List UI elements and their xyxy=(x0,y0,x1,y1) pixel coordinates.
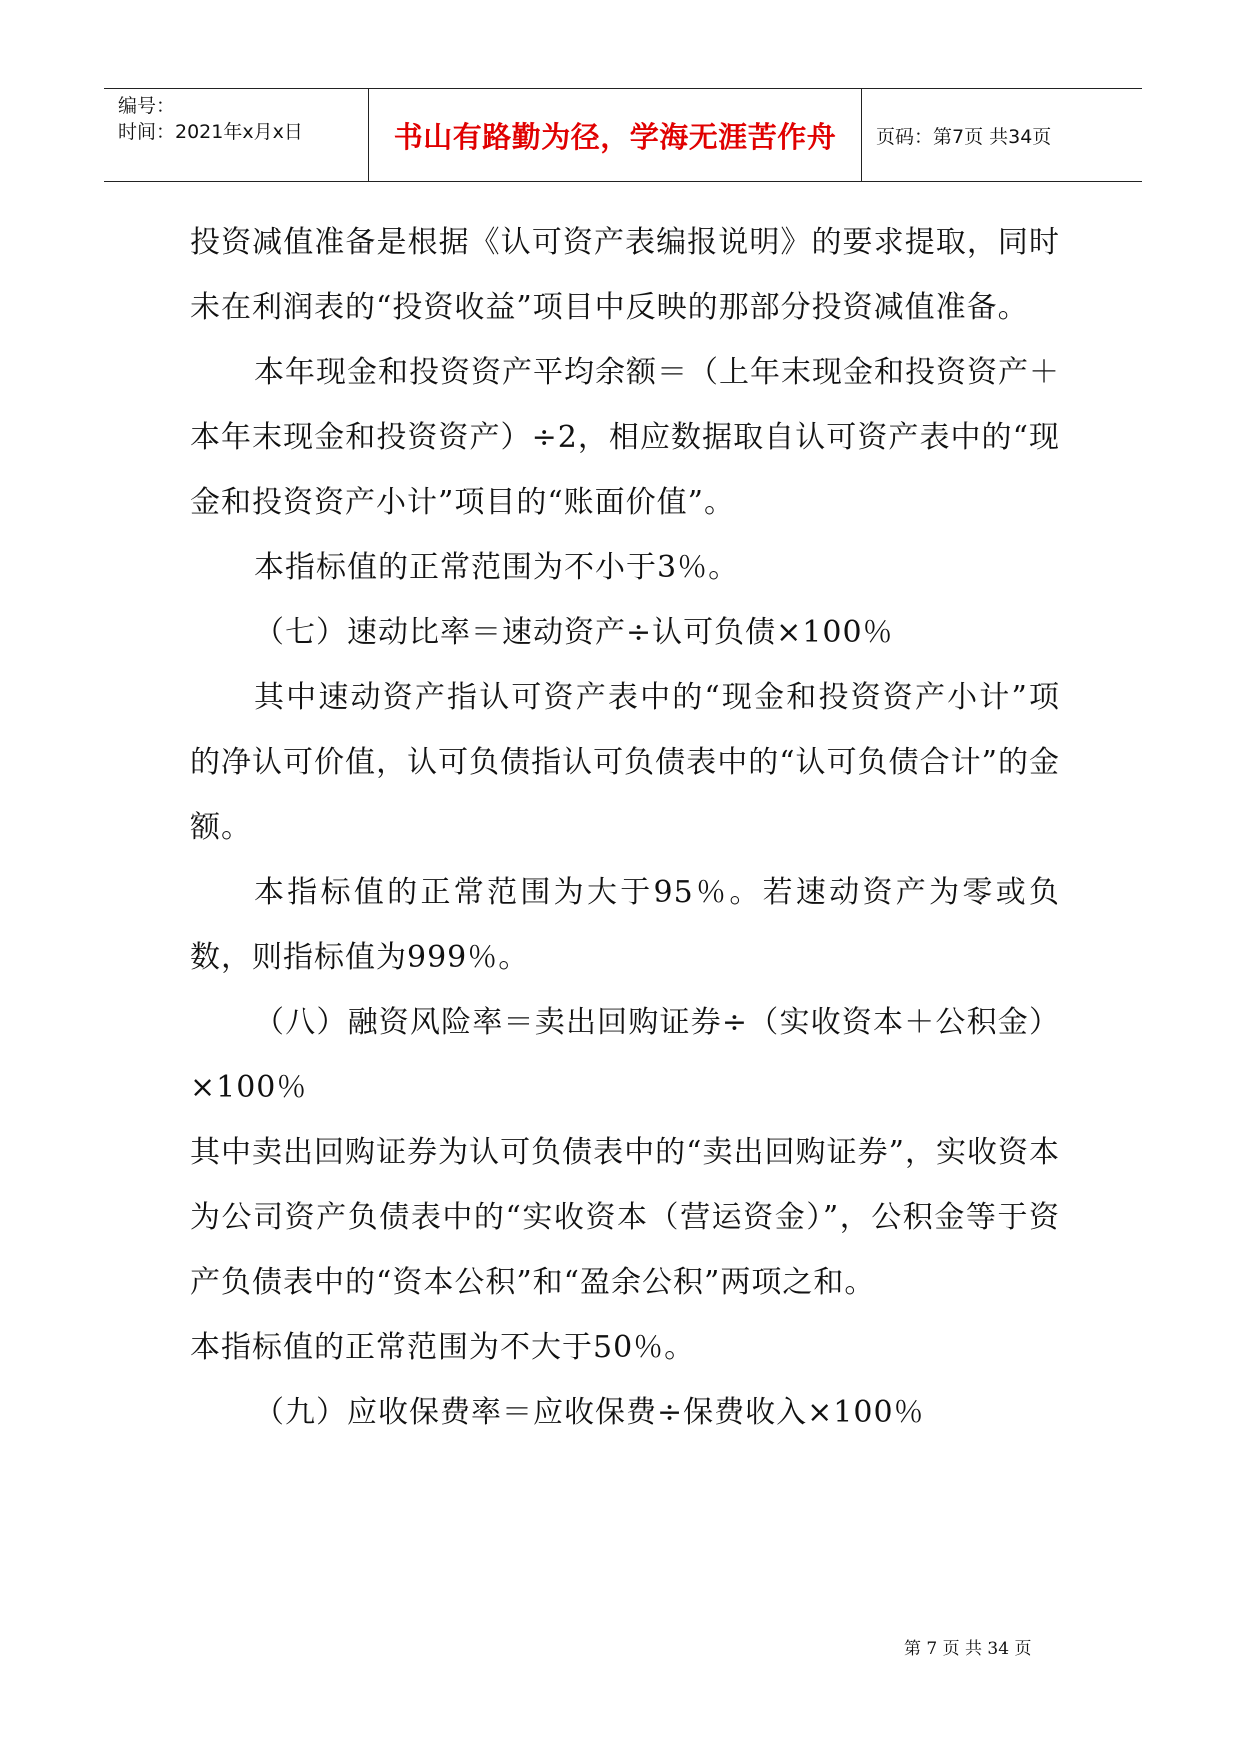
section-heading-9: （九）应收保费率＝应收保费÷保费收入×100％ xyxy=(254,1395,925,1430)
document-date: 时间：2021年x月x日 xyxy=(118,121,303,143)
header-motto-cell xyxy=(368,89,862,181)
paragraph: 本指标值的正常范围为不大于50％。 xyxy=(190,1330,696,1365)
document-body xyxy=(190,210,1060,1445)
section-heading-7: （七）速动比率＝速动资产÷认可负债×100％ xyxy=(254,615,894,650)
paragraph: 本指标值的正常范围为大于95％。若速动资产为零或负数，则指标值为999％。 xyxy=(190,875,1060,975)
paragraph: 其中速动资产指认可资产表中的“现金和投资资产小计”项的净认可价值，认可负债指认可负债表中的“认可负债合计”的金额。 xyxy=(190,680,1060,845)
header-meta-cell xyxy=(104,89,368,181)
paragraph: 投资减值准备是根据《认可资产表编报说明》的要求提取，同时未在利润表的“投资收益”项目中反映的那部分投资减值准备。 xyxy=(190,225,1060,325)
page-footer: 第 7 页 共 34 页 xyxy=(904,1639,1032,1659)
section-heading-8: （八）融资风险率＝卖出回购证券÷（实收资本＋公积金）×100％ xyxy=(190,1005,1060,1105)
paragraph: 本指标值的正常范围为不小于3％。 xyxy=(254,550,740,585)
paragraph: 本年现金和投资资产平均余额＝（上年末现金和投资资产＋本年末现金和投资资产）÷2，相应数据取自认可资产表中的“现金和投资资产小计”项目的“账面价值”。 xyxy=(190,355,1060,520)
header-motto: 书山有路勤为径，学海无涯苦作舟 xyxy=(393,119,837,154)
paragraph: 其中卖出回购证券为认可负债表中的“卖出回购证券”，实收资本为公司资产负债表中的“实收资本（营运资金）”，公积金等于资产负债表中的“资本公积”和“盈余公积”两项之和。 xyxy=(190,1135,1060,1300)
header-page-cell xyxy=(862,89,1142,181)
page-header xyxy=(104,88,1142,182)
header-page-code: 页码：第7页 共34页 xyxy=(876,125,1052,148)
document-number-label: 编号： xyxy=(118,95,176,117)
